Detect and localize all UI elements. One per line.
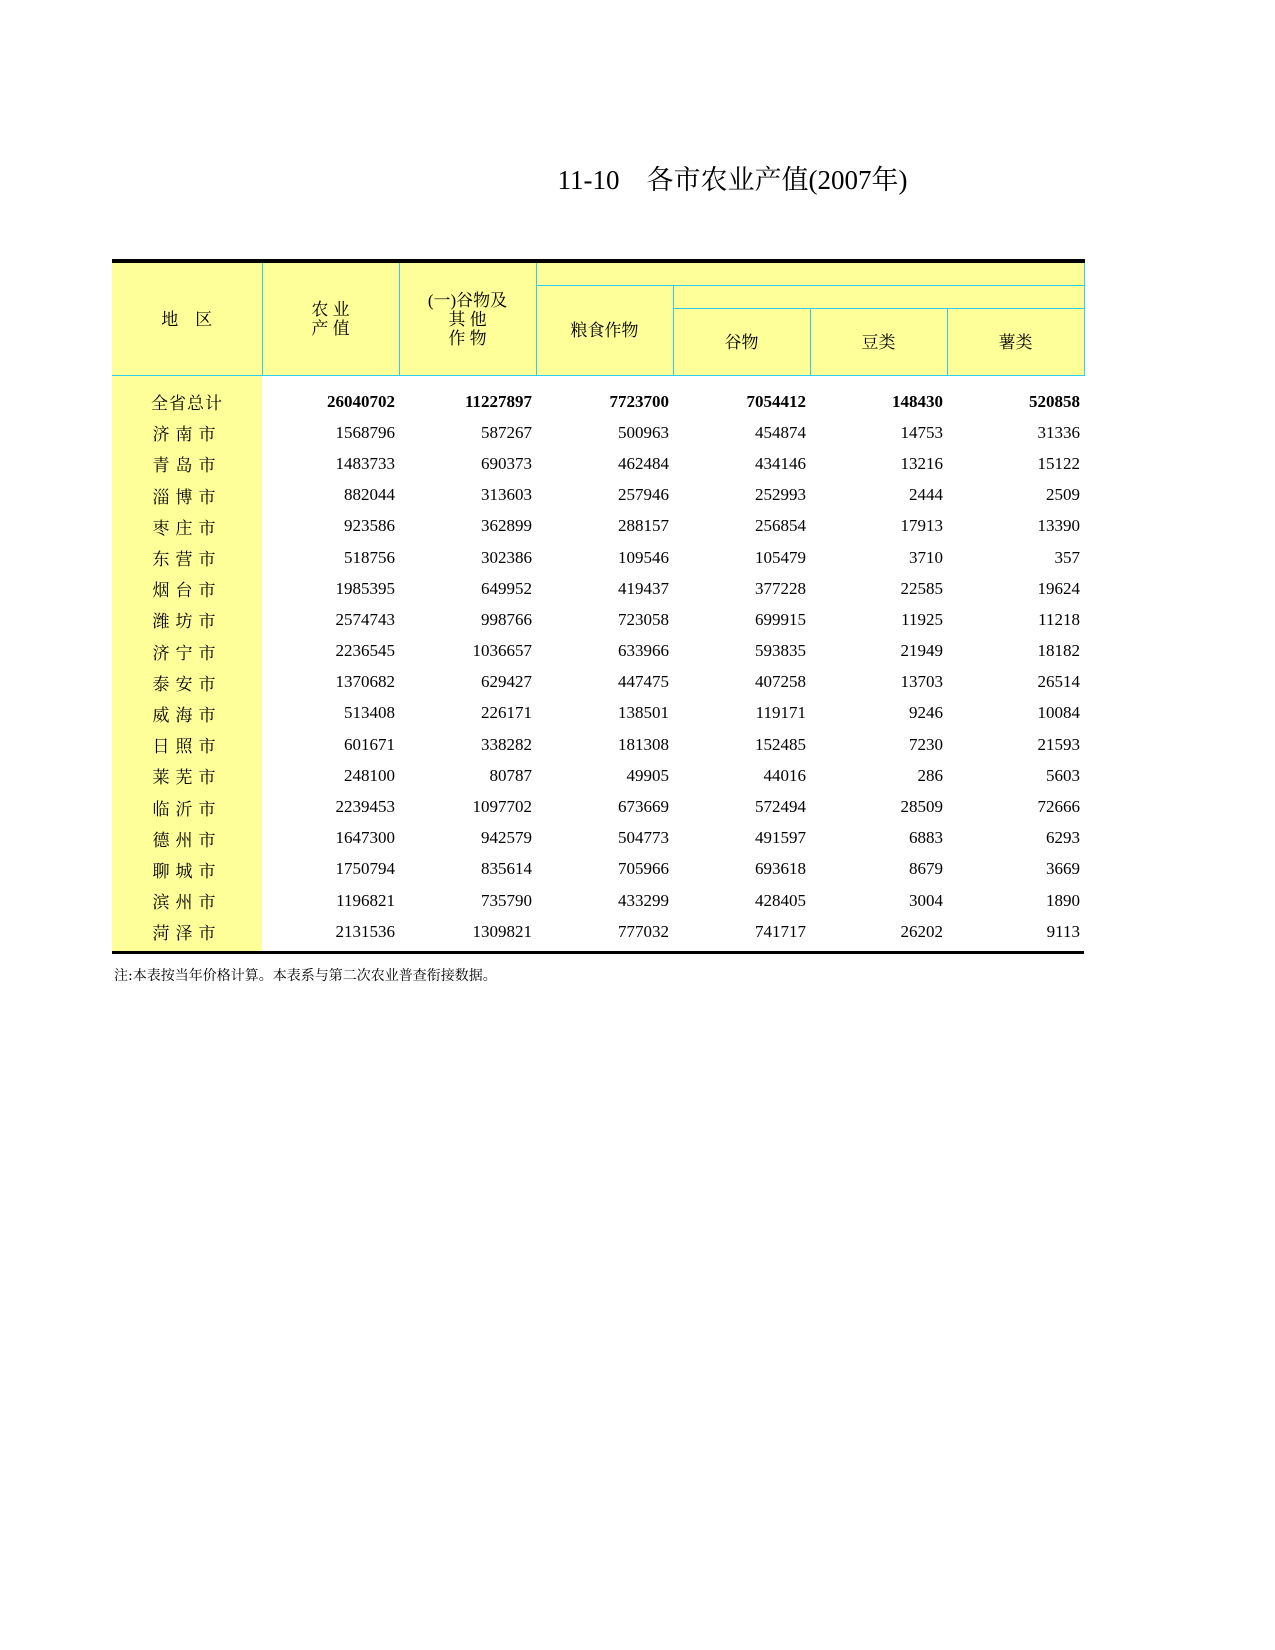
region-cell: 威海市 xyxy=(112,698,262,729)
value-cell: 26202 xyxy=(810,916,947,953)
region-cell: 烟台市 xyxy=(112,573,262,604)
value-cell: 226171 xyxy=(481,703,532,723)
value-cell: 693618 xyxy=(755,859,806,879)
table-row xyxy=(112,667,1084,698)
region-cell: 聊城市 xyxy=(112,854,262,885)
value-cell: 690373 xyxy=(481,453,532,473)
value-cell: 10084 xyxy=(1037,703,1080,723)
value-cell: 518756 xyxy=(344,547,395,567)
value-cell: 1890 xyxy=(1046,890,1080,910)
value-cell: 302386 xyxy=(481,547,532,567)
value-cell: 673669 xyxy=(618,797,669,817)
value-cell: 2444 xyxy=(909,485,943,505)
value-cell: 21949 xyxy=(900,641,943,661)
table-row xyxy=(112,791,1084,822)
value-cell: 504773 xyxy=(618,828,669,848)
value-cell: 80787 xyxy=(489,765,532,785)
table-note: 注:本表按当年价格计算。本表系与第二次农业普查衔接数据。 xyxy=(114,968,497,984)
value-cell: 181308 xyxy=(618,734,669,754)
value-cell: 152485 xyxy=(755,734,806,754)
table-row xyxy=(112,448,1084,479)
table-row xyxy=(112,729,1084,760)
region-cell: 滨州市 xyxy=(112,885,262,916)
value-cell: 313603 xyxy=(481,485,532,505)
value-cell: 7230 xyxy=(909,734,943,754)
value-cell: 257946 xyxy=(618,485,669,505)
value-cell: 2131536 xyxy=(262,916,399,953)
value-cell: 1097702 xyxy=(472,797,532,817)
value-cell: 26514 xyxy=(1037,672,1080,692)
value-cell: 500963 xyxy=(618,422,669,442)
value-cell: 6293 xyxy=(1046,828,1080,848)
table-row xyxy=(112,573,1084,604)
region-cell: 济宁市 xyxy=(112,636,262,667)
value-cell: 18182 xyxy=(1037,641,1080,661)
table-row xyxy=(112,854,1084,885)
value-cell: 17913 xyxy=(900,516,943,536)
value-cell: 13703 xyxy=(900,672,943,692)
header-agri-value-line1: 农 业 xyxy=(311,300,350,319)
value-cell: 942579 xyxy=(481,828,532,848)
value-cell: 1370682 xyxy=(335,672,395,692)
region-cell: 全省总计 xyxy=(112,376,262,418)
value-cell: 357 xyxy=(1054,547,1080,567)
table-row xyxy=(112,636,1084,667)
value-cell: 454874 xyxy=(755,422,806,442)
value-cell: 11925 xyxy=(901,609,943,629)
value-cell: 462484 xyxy=(618,453,669,473)
region-cell: 东营市 xyxy=(112,542,262,573)
value-cell: 286 xyxy=(917,765,943,785)
header-strip-top xyxy=(536,261,1084,286)
value-cell: 14753 xyxy=(900,422,943,442)
region-cell: 日照市 xyxy=(112,729,262,760)
value-cell: 44016 xyxy=(763,765,806,785)
value-cell: 8679 xyxy=(909,859,943,879)
value-cell: 705966 xyxy=(618,859,669,879)
table-row xyxy=(112,604,1084,635)
table-row xyxy=(112,916,1084,953)
value-cell: 9113 xyxy=(947,916,1084,953)
agri-output-table xyxy=(112,259,1085,954)
value-cell: 28509 xyxy=(900,797,943,817)
value-cell: 362899 xyxy=(481,516,532,536)
table-row xyxy=(112,542,1084,573)
table-row-total xyxy=(112,376,1084,418)
region-cell: 菏泽市 xyxy=(112,916,262,953)
region-cell: 临沂市 xyxy=(112,791,262,822)
value-cell: 15122 xyxy=(1037,453,1080,473)
value-cell: 338282 xyxy=(481,734,532,754)
value-cell: 3004 xyxy=(909,890,943,910)
value-cell: 923586 xyxy=(344,516,395,536)
value-cell: 22585 xyxy=(900,578,943,598)
value-cell: 633966 xyxy=(618,641,669,661)
region-cell: 德州市 xyxy=(112,823,262,854)
value-cell: 31336 xyxy=(1037,422,1080,442)
table-row xyxy=(112,417,1084,448)
value-cell: 433299 xyxy=(618,890,669,910)
value-cell: 723058 xyxy=(618,609,669,629)
value-cell: 1568796 xyxy=(335,422,395,442)
value-cell: 9246 xyxy=(909,703,943,723)
table-row xyxy=(112,885,1084,916)
value-cell: 491597 xyxy=(755,828,806,848)
value-cell: 1309821 xyxy=(399,916,536,953)
value-cell: 377228 xyxy=(755,578,806,598)
table-row xyxy=(112,480,1084,511)
value-cell: 7054412 xyxy=(746,391,806,411)
value-cell: 649952 xyxy=(481,578,532,598)
header-strip-mid xyxy=(673,286,1084,309)
header-cereals: 谷物 xyxy=(673,309,810,376)
value-cell: 109546 xyxy=(618,547,669,567)
value-cell: 5603 xyxy=(1046,765,1080,785)
header-grain-crops: 粮食作物 xyxy=(536,286,673,376)
value-cell: 572494 xyxy=(755,797,806,817)
value-cell: 2574743 xyxy=(335,609,395,629)
value-cell: 882044 xyxy=(344,485,395,505)
table-row xyxy=(112,760,1084,791)
value-cell: 3669 xyxy=(1046,859,1080,879)
value-cell: 629427 xyxy=(481,672,532,692)
value-cell: 49905 xyxy=(626,765,669,785)
value-cell: 520858 xyxy=(1029,391,1080,411)
value-cell: 2509 xyxy=(1046,485,1080,505)
header-tubers: 薯类 xyxy=(947,309,1084,376)
value-cell: 72666 xyxy=(1037,797,1080,817)
header-region: 地 区 xyxy=(112,261,262,376)
value-cell: 601671 xyxy=(344,734,395,754)
value-cell: 998766 xyxy=(481,609,532,629)
region-cell: 泰安市 xyxy=(112,667,262,698)
header-grain-other-line2: 其 他 xyxy=(448,309,487,329)
value-cell: 19624 xyxy=(1037,578,1080,598)
value-cell: 2239453 xyxy=(335,797,395,817)
region-cell: 枣庄市 xyxy=(112,511,262,542)
value-cell: 1750794 xyxy=(335,859,395,879)
table-row xyxy=(112,511,1084,542)
value-cell: 13390 xyxy=(1037,516,1080,536)
value-cell: 1196821 xyxy=(336,890,395,910)
value-cell: 11218 xyxy=(1038,609,1080,629)
value-cell: 1483733 xyxy=(335,453,395,473)
value-cell: 741717 xyxy=(673,916,810,953)
region-cell: 潍坊市 xyxy=(112,604,262,635)
value-cell: 434146 xyxy=(755,453,806,473)
value-cell: 2236545 xyxy=(335,641,395,661)
header-grain-other-line1: (一)谷物及 xyxy=(427,290,508,310)
header-agri-value-line2: 产 值 xyxy=(311,319,350,338)
value-cell: 419437 xyxy=(618,578,669,598)
table-row xyxy=(112,698,1084,729)
value-cell: 26040702 xyxy=(327,391,395,411)
value-cell: 407258 xyxy=(755,672,806,692)
value-cell: 593835 xyxy=(755,641,806,661)
region-cell: 济南市 xyxy=(112,417,262,448)
region-cell: 青岛市 xyxy=(112,448,262,479)
region-cell: 莱芜市 xyxy=(112,760,262,791)
value-cell: 835614 xyxy=(481,859,532,879)
header-grain-other xyxy=(399,261,536,376)
value-cell: 256854 xyxy=(755,516,806,536)
header-agri-value xyxy=(262,261,399,376)
value-cell: 248100 xyxy=(344,765,395,785)
value-cell: 7723700 xyxy=(609,391,669,411)
page-title: 11-10 各市农业产值(2007年) xyxy=(557,165,908,195)
value-cell: 252993 xyxy=(755,485,806,505)
table-header xyxy=(112,261,1084,376)
value-cell: 735790 xyxy=(481,890,532,910)
value-cell: 105479 xyxy=(755,547,806,567)
value-cell: 148430 xyxy=(892,391,943,411)
header-grain-other-line3: 作 物 xyxy=(448,328,487,348)
value-cell: 288157 xyxy=(618,516,669,536)
value-cell: 13216 xyxy=(900,453,943,473)
value-cell: 119171 xyxy=(755,703,806,723)
value-cell: 447475 xyxy=(618,672,669,692)
region-cell: 淄博市 xyxy=(112,480,262,511)
value-cell: 1647300 xyxy=(335,828,395,848)
value-cell: 3710 xyxy=(909,547,943,567)
value-cell: 11227897 xyxy=(464,391,532,411)
value-cell: 21593 xyxy=(1037,734,1080,754)
value-cell: 513408 xyxy=(344,703,395,723)
value-cell: 587267 xyxy=(481,422,532,442)
value-cell: 6883 xyxy=(909,828,943,848)
table-body xyxy=(112,376,1084,953)
value-cell: 1985395 xyxy=(335,578,395,598)
header-beans: 豆类 xyxy=(810,309,947,376)
table-row xyxy=(112,823,1084,854)
value-cell: 428405 xyxy=(755,890,806,910)
value-cell: 699915 xyxy=(755,609,806,629)
value-cell: 1036657 xyxy=(472,641,532,661)
value-cell: 138501 xyxy=(618,703,669,723)
value-cell: 777032 xyxy=(536,916,673,953)
